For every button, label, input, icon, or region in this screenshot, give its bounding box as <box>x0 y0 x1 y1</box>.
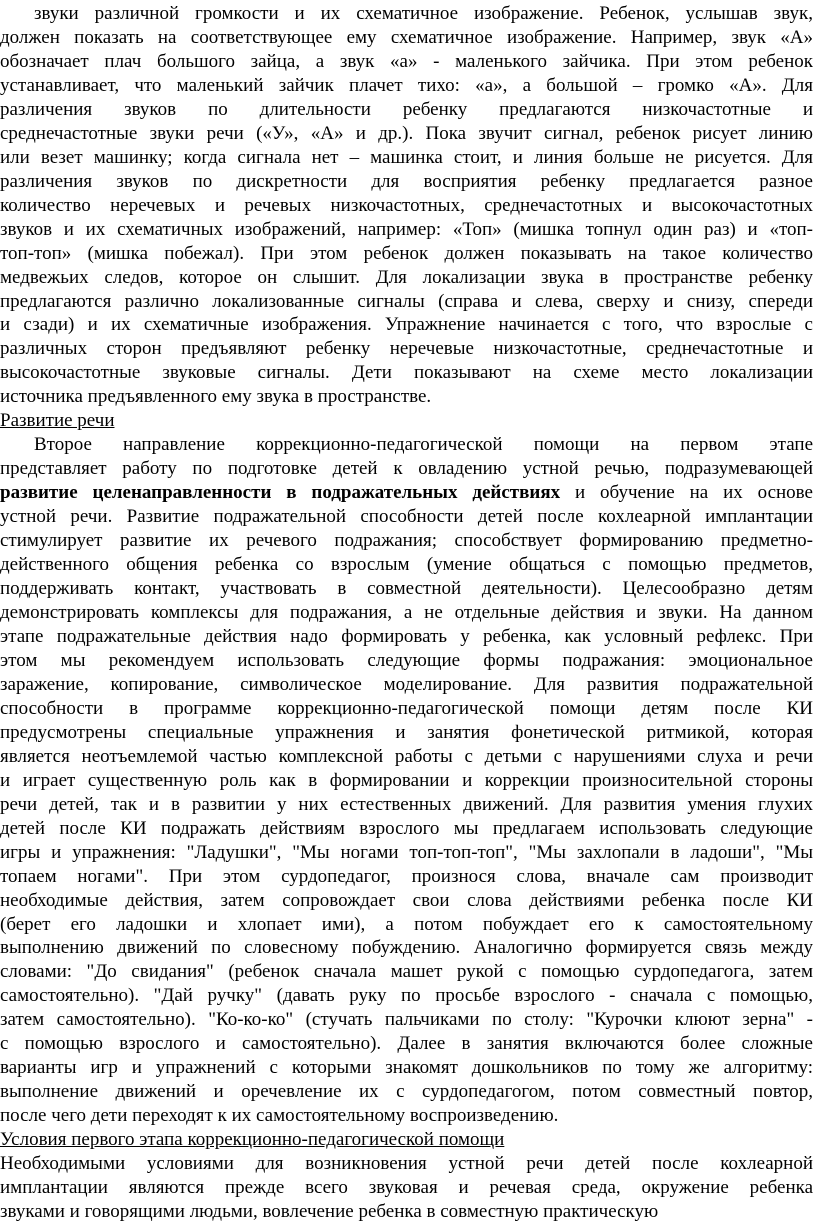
text-line: источника предъявленного ему звука в пространстве. <box>0 386 432 408</box>
text-line: имплантации являются прежде всего звуковая и речевая среда, окружение ребенка <box>0 1177 813 1199</box>
text-line: после чего дети переходят к их самостоятельному воспроизведению. <box>0 1105 559 1127</box>
text-line: предлагаются различно локализованные сигналы (справа и слева, сверху и снизу, спереди <box>0 290 813 312</box>
text-line: демонстрировать комплексы для подражания, а не отдельные действия и звуки. На данном <box>0 602 813 624</box>
text-line: представляет работу по подготовке детей к овладению устной речью, подразумевающей <box>0 458 813 480</box>
text-line: топ-топ» (мишка побежал). При этом ребенок должен показывать на такое количество <box>0 242 813 264</box>
text-line: с помощью взрослого и самостоятельно). Далее в занятия включаются более сложные <box>0 1033 813 1055</box>
text-line: устанавливает, что маленький зайчик плачет тихо: «а», а большой – громко «А». Для <box>0 74 813 96</box>
text-line: звуков и их схематичных изображений, например: «Топ» (мишка топнул один раз) и «топ- <box>0 218 813 240</box>
text-line: этом мы рекомендуем использовать следующие формы подражания: эмоциональное <box>0 649 813 671</box>
text-line: различения звуков по длительности ребенку предлагаются низкочастотные и <box>0 98 813 120</box>
text-line: является неотъемлемой частью комплексной работы с детьми с нарушениями слуха и речи <box>0 745 813 767</box>
text-line: медвежьих следов, которое он слышит. Для локализации звука в пространстве ребенку <box>0 266 813 288</box>
text-line: должен показать на соответствующее ему схематичное изображение. Например, звук «А» <box>0 26 813 48</box>
text-line: самостоятельно). "Дай ручку" (давать руку по просьбе взрослого - сначала с помощью, <box>0 985 813 1007</box>
text-line: Второе направление коррекционно-педагогической помощи на первом этапе <box>34 434 813 456</box>
text-line: звуки различной громкости и их схематичное изображение. Ребенок, услышав звук, <box>34 3 813 24</box>
section-heading: Условия первого этапа коррекционно-педагогической помощи <box>0 1129 505 1151</box>
text-line: и играет существенную роль как в формировании и коррекции произносительной стороны <box>0 769 813 791</box>
text-line: выполнению движений по словесному побуждению. Аналогично формируется связь между <box>0 937 813 959</box>
text-line: предусмотрены специальные упражнения и занятия фонетической ритмикой, которая <box>0 721 813 743</box>
text-line: игры и упражнения: "Ладушки", "Мы ногами топ-топ-топ", "Мы захлопали в ладоши", "Мы <box>0 841 813 863</box>
text-line: поддерживать контакт, участвовать в совместной деятельности). Целесообразно детям <box>0 578 813 600</box>
text-line: словами: "До свидания" (ребенок сначала машет рукой с помощью сурдопедагога, затем <box>0 961 813 983</box>
text-line: стимулирует развитие их речевого подражания; способствует формированию предметно- <box>0 530 813 552</box>
text-span: и обучение на их основе <box>560 482 813 504</box>
text-line: речи детей, так и в развитии у них естественных движений. Для развития умения глухих <box>0 793 813 815</box>
text-line: заражение, копирование, символическое моделирование. Для развития подражательной <box>0 673 813 695</box>
text-line: различения звуков по дискретности для восприятия ребенку предлагается разное <box>0 170 813 192</box>
text-line: или везет машинку; когда сигнала нет – машинка стоит, и линия больше не рисуется. Для <box>0 146 813 168</box>
text-line <box>0 481 813 505</box>
text-line: звуками и говорящими людьми, вовлечение ребенка в совместную практическую <box>0 1201 659 1223</box>
text-line: Необходимыми условиями для возникновения устной речи детей после кохлеарной <box>0 1153 813 1175</box>
text-line: способности в программе коррекционно-педагогической помощи детям после КИ <box>0 697 813 719</box>
text-line: топаем ногами". При этом сурдопедагог, произнося слова, вначале сам производит <box>0 865 813 887</box>
text-line: действенного общения ребенка со взрослым (умение общаться с помощью предметов, <box>0 554 813 576</box>
bold-phrase: развитие целенаправленности в подражательных действиях <box>0 482 561 504</box>
text-line: обозначает плач большого зайца, а звук «а» - маленького зайчика. При этом ребенок <box>0 50 813 72</box>
text-line: необходимые действия, затем сопровождает свои слова действиями ребенка после КИ <box>0 889 813 911</box>
section-heading: Развитие речи <box>0 410 115 432</box>
text-line: этапе подражательные действия надо формировать у ребенка, как условный рефлекс. При <box>0 625 813 647</box>
text-line: варианты игр и упражнений с которыми знакомят дошкольников по тому же алгоритму: <box>0 1057 813 1079</box>
text-line: (берет его ладошки и хлопает ими), а потом побуждает его к самостоятельному <box>0 913 813 935</box>
text-line: среднечастотные звуки речи («У», «А» и др.). Пока звучит сигнал, ребенок рисует линию <box>0 122 813 144</box>
text-line: затем самостоятельно). "Ко-ко-ко" (стучать пальчиками по столу: "Курочки клюют зерна" - <box>0 1009 813 1031</box>
text-line: различных сторон предъявляют ребенку неречевые низкочастотные, среднечастотные и <box>0 338 813 360</box>
text-line: высокочастотные звуковые сигналы. Дети показывают на схеме место локализации <box>0 362 813 384</box>
text-line: количество неречевых и речевых низкочастотных, среднечастотных и высокочастотных <box>0 194 813 216</box>
text-line: устной речи. Развитие подражательной способности детей после кохлеарной имплантации <box>0 506 813 528</box>
text-line: детей после КИ подражать действиям взрослого мы предлагаем использовать следующие <box>0 817 813 839</box>
text-line: и сзади) и их схематичные изображения. Упражнение начинается с того, что взрослые с <box>0 314 813 336</box>
text-line: выполнение движений и оречевление их с сурдопедагогом, потом совместный повтор, <box>0 1081 813 1103</box>
